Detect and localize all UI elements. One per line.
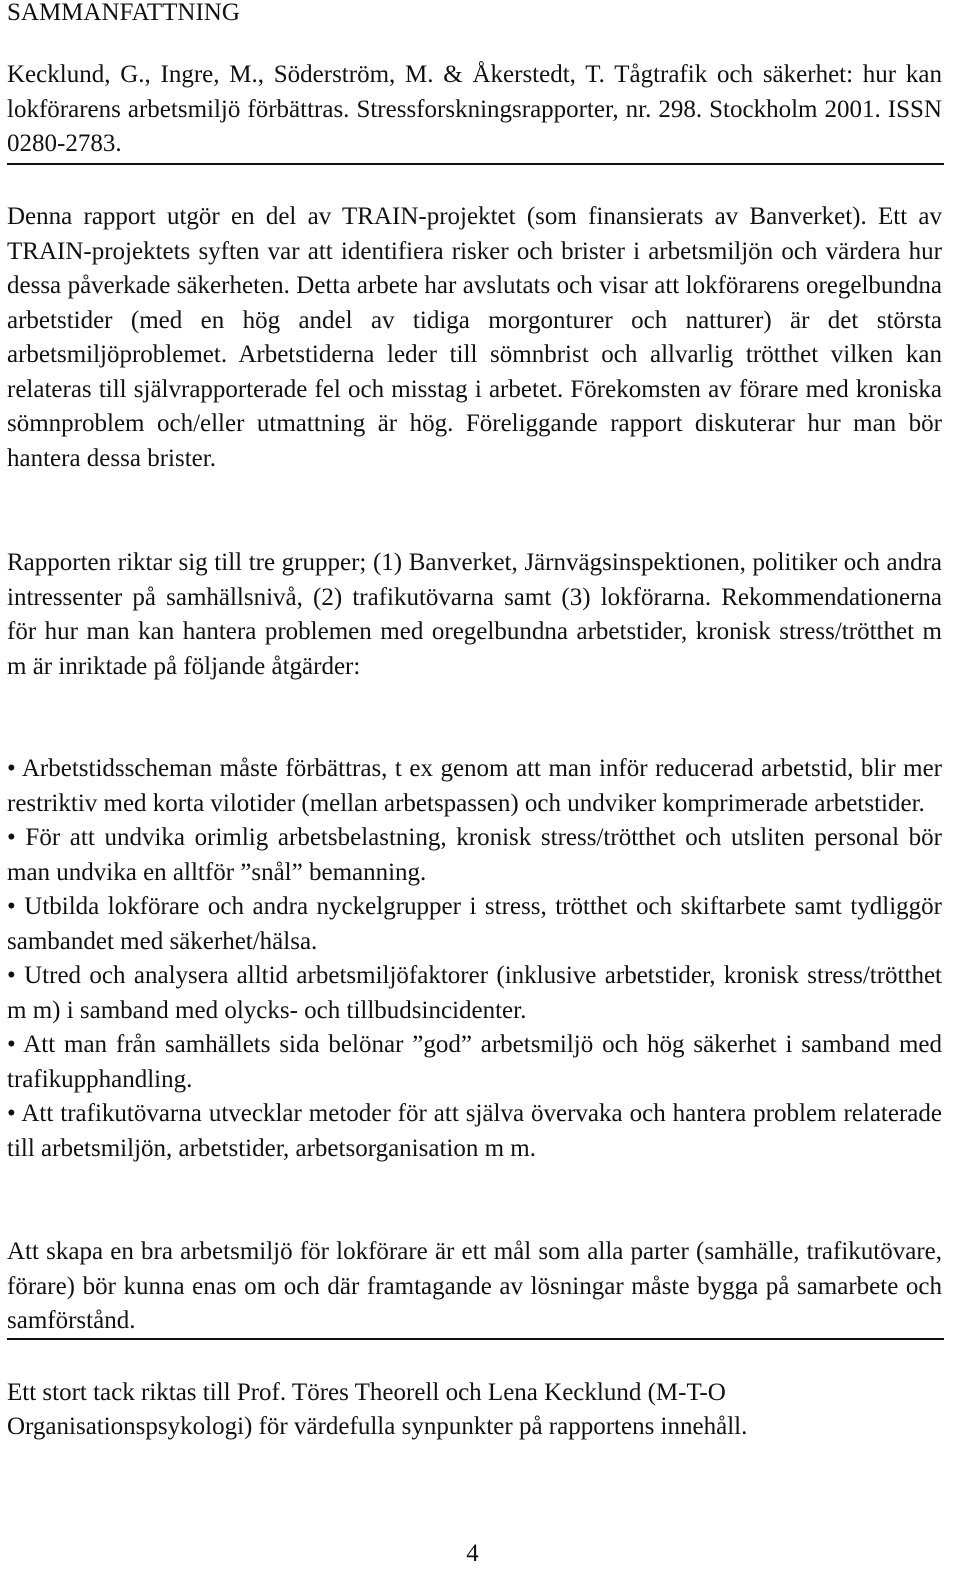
- page-number: 4: [466, 1540, 479, 1567]
- list-item: • Att trafikutövarna utvecklar metoder för att själva övervaka och hantera problem relaterade till arbetsmiljön, arbetstider, arbetsorganisation m m.: [7, 1100, 942, 1162]
- conclusion-paragraph: Att skapa en bra arbetsmiljö för lokförare är ett mål som alla parter (samhälle, trafikutövare, förare) bör kunna enas om och där framtagande av lösningar måste bygga på samarbete och samförstånd.: [7, 1238, 942, 1334]
- bottom-rule: [7, 1338, 944, 1340]
- paragraph-intro: Denna rapport utgör en del av TRAIN-projektet (som finansierats av Banverket). Ett av TRAIN-projektets syften var att identifiera risker och brister i arbetsmiljön och värdera hur dessa påverkade säkerheten. Detta arbete har avslutats och visar att lokförarens oregelbundna arbetstider (med en hög andel av tidiga morgonturer och natturer) är det största arbetsmiljöproblemet. Arbetstiderna leder till sömnbrist och allvarlig trötthet vilken kan relateras till självrapporterade fel och misstag i arbetet. Förekomsten av förare med kroniska sömnproblem och/eller utmattning är hög. Föreliggande rapport diskuterar hur man bör hantera dessa brister.: [7, 203, 942, 472]
- acknowledgement-line-2: Organisationspsykologi) för värdefulla synpunkter på rapportens innehåll.: [7, 1413, 748, 1440]
- citation: Kecklund, G., Ingre, M., Söderström, M. & Åkerstedt, T. Tågtrafik och säkerhet: hur kan lokförarens arbetsmiljö förbättras. Stressforskningsrapporter, nr. 298. Stockholm 2001. ISSN 0280-2783.: [7, 61, 942, 157]
- top-rule: [7, 163, 944, 165]
- paragraph-target-groups: Rapporten riktar sig till tre grupper; (1) Banverket, Järnvägsinspektionen, politiker och andra intressenter på samhällsnivå, (2) trafikutövarna samt (3) lokförarna. Rekommendationerna för hur man kan hantera problemen med oregelbundna arbetstider, kronisk stress/trötthet m m är inriktade på följande åtgärder:: [7, 549, 942, 680]
- list-item: • Utred och analysera alltid arbetsmiljöfaktorer (inklusive arbetstider, kronisk stress/trötthet m m) i samband med olycks- och tillbudsincidenter.: [7, 962, 942, 1024]
- list-item: • Arbetstidsscheman måste förbättras, t ex genom att man inför reducerad arbetstid, blir mer restriktiv med korta vilotider (mellan arbetspassen) och undviker komprimerade arbetstider.: [7, 755, 942, 817]
- acknowledgement-line-1: Ett stort tack riktas till Prof. Töres Theorell och Lena Kecklund (M-T-O: [7, 1379, 726, 1406]
- section-heading: SAMMANFATTNING: [7, 0, 240, 26]
- recommendation-list: [7, 752, 942, 1166]
- list-item: • Utbilda lokförare och andra nyckelgrupper i stress, trötthet och skiftarbete samt tydliggör sambandet med säkerhet/hälsa.: [7, 893, 942, 955]
- list-item: • För att undvika orimlig arbetsbelastning, kronisk stress/trötthet och utsliten personal bör man undvika en alltför ”snål” bemanning.: [7, 824, 942, 886]
- list-item: • Att man från samhällets sida belönar ”god” arbetsmiljö och hög säkerhet i samband med trafikupphandling.: [7, 1031, 942, 1093]
